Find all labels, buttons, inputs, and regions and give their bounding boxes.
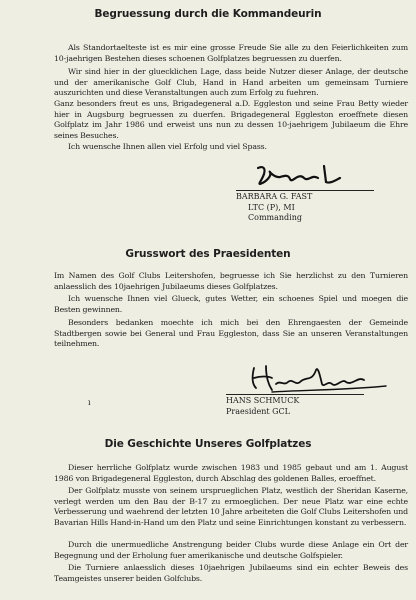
heading-history: Die Geschichte Unseres Golfplatzes (104, 438, 312, 450)
signer-role: Praesident GCL (226, 406, 290, 416)
history-paragraph-4: Die Turniere anlaesslich dieses 10jaehrigen Jubilaeums sind ein echter Beweis des Teamgeistes unserer beiden Golfclubs. (54, 563, 408, 583)
signer-role: Commanding (248, 213, 302, 222)
welcome-paragraph-3: Ganz besonders freut es uns, Brigadegeneral a.D. Eggleston und seine Frau Betty wieder hier in Augsburg begruessen zu duerfen. Brigadegeneral Eggleston eroeffnete diesen Golfplatz im Jahr 1986 und erweist uns nun zu dessen 10-jaehrigem Jubilaeum die Ehre seines Besuches. (54, 99, 408, 140)
history-paragraph-3: Durch die unermuedliche Anstrengung beider Clubs wurde diese Anlage ein Ort der Begegnung und der Erholung fuer amerikanische und deutsche Golfspieler. (54, 540, 408, 560)
signature-fast (252, 160, 392, 190)
welcome-paragraph-1: Als Standortaelteste ist es mir eine grosse Freude Sie alle zu den Feierlichkeiten zum 10-jaehrigen Bestehen dieses schoenen Golfplatzes begruessen zu duerfen. (54, 43, 408, 63)
heading-president: Grusswort des Praesidenten (125, 248, 291, 260)
president-paragraph-3: Besonders bedanken moechte ich mich bei den Ehrengaesten der Gemeinde Stadtbergen sowie bei General und Frau Eggleston, dass Sie an unseren Veranstaltungen teilnehmen. (54, 318, 408, 349)
welcome-paragraph-4: Ich wuensche Ihnen allen viel Erfolg und viel Spass. (68, 142, 267, 151)
heading-welcome: Begruessung durch die Kommandeurin (94, 8, 322, 20)
signature-schmuck (246, 362, 396, 396)
signature-line (236, 190, 374, 191)
signer-name: HANS SCHMUCK (226, 396, 300, 405)
signer-name: BARBARA G. FAST (236, 192, 313, 201)
welcome-paragraph-2: Wir sind hier in der gluecklichen Lage, dass beide Nutzer dieser Anlage, der deutsche und der amerikanische Golf Club, Hand in Hand arbeiten um gemeinsam Turniere auszurichten und diese Veranstaltungen auch zum Erfolg zu fuehren. (54, 67, 408, 98)
stray-mark: ı (88, 398, 91, 407)
history-paragraph-1: Dieser herrliche Golfplatz wurde zwischen 1983 und 1985 gebaut und am 1. August 1986 von Brigadegeneral Eggleston, durch Abschlag des goldenen Balles, eroeffnet. (54, 463, 408, 483)
signer-rank: LTC (P), MI (248, 202, 295, 212)
president-paragraph-1: Im Namen des Golf Clubs Leitershofen, begruesse ich Sie herzlichst zu den Turnieren anlaesslich des 10jaehrigen Jubilaeums dieses Golfplatzes. (54, 271, 408, 291)
president-paragraph-2: Ich wuensche Ihnen viel Glueck, gutes Wetter, ein schoenes Spiel und moegen die Besten gewinnen. (54, 294, 408, 314)
signature-line (226, 394, 364, 395)
signature-block-schmuck (226, 394, 364, 417)
history-paragraph-2: Der Golfplatz musste von seinem ursprueglichen Platz, westlich der Sheridan Kaserne, verlegt werden um den Bau der B-17 zu ermoeglichen. Der neue Platz war eine echte Verbesserung und waehrend der letzten 10 Jahre arbeiteten die Golf Clubs Leitershofen und Bavarian Hills Hand-in-Hand um den Platz und seine Einrichtungen konstant zu verbessern. (54, 486, 408, 527)
signature-block-fast (236, 190, 374, 224)
